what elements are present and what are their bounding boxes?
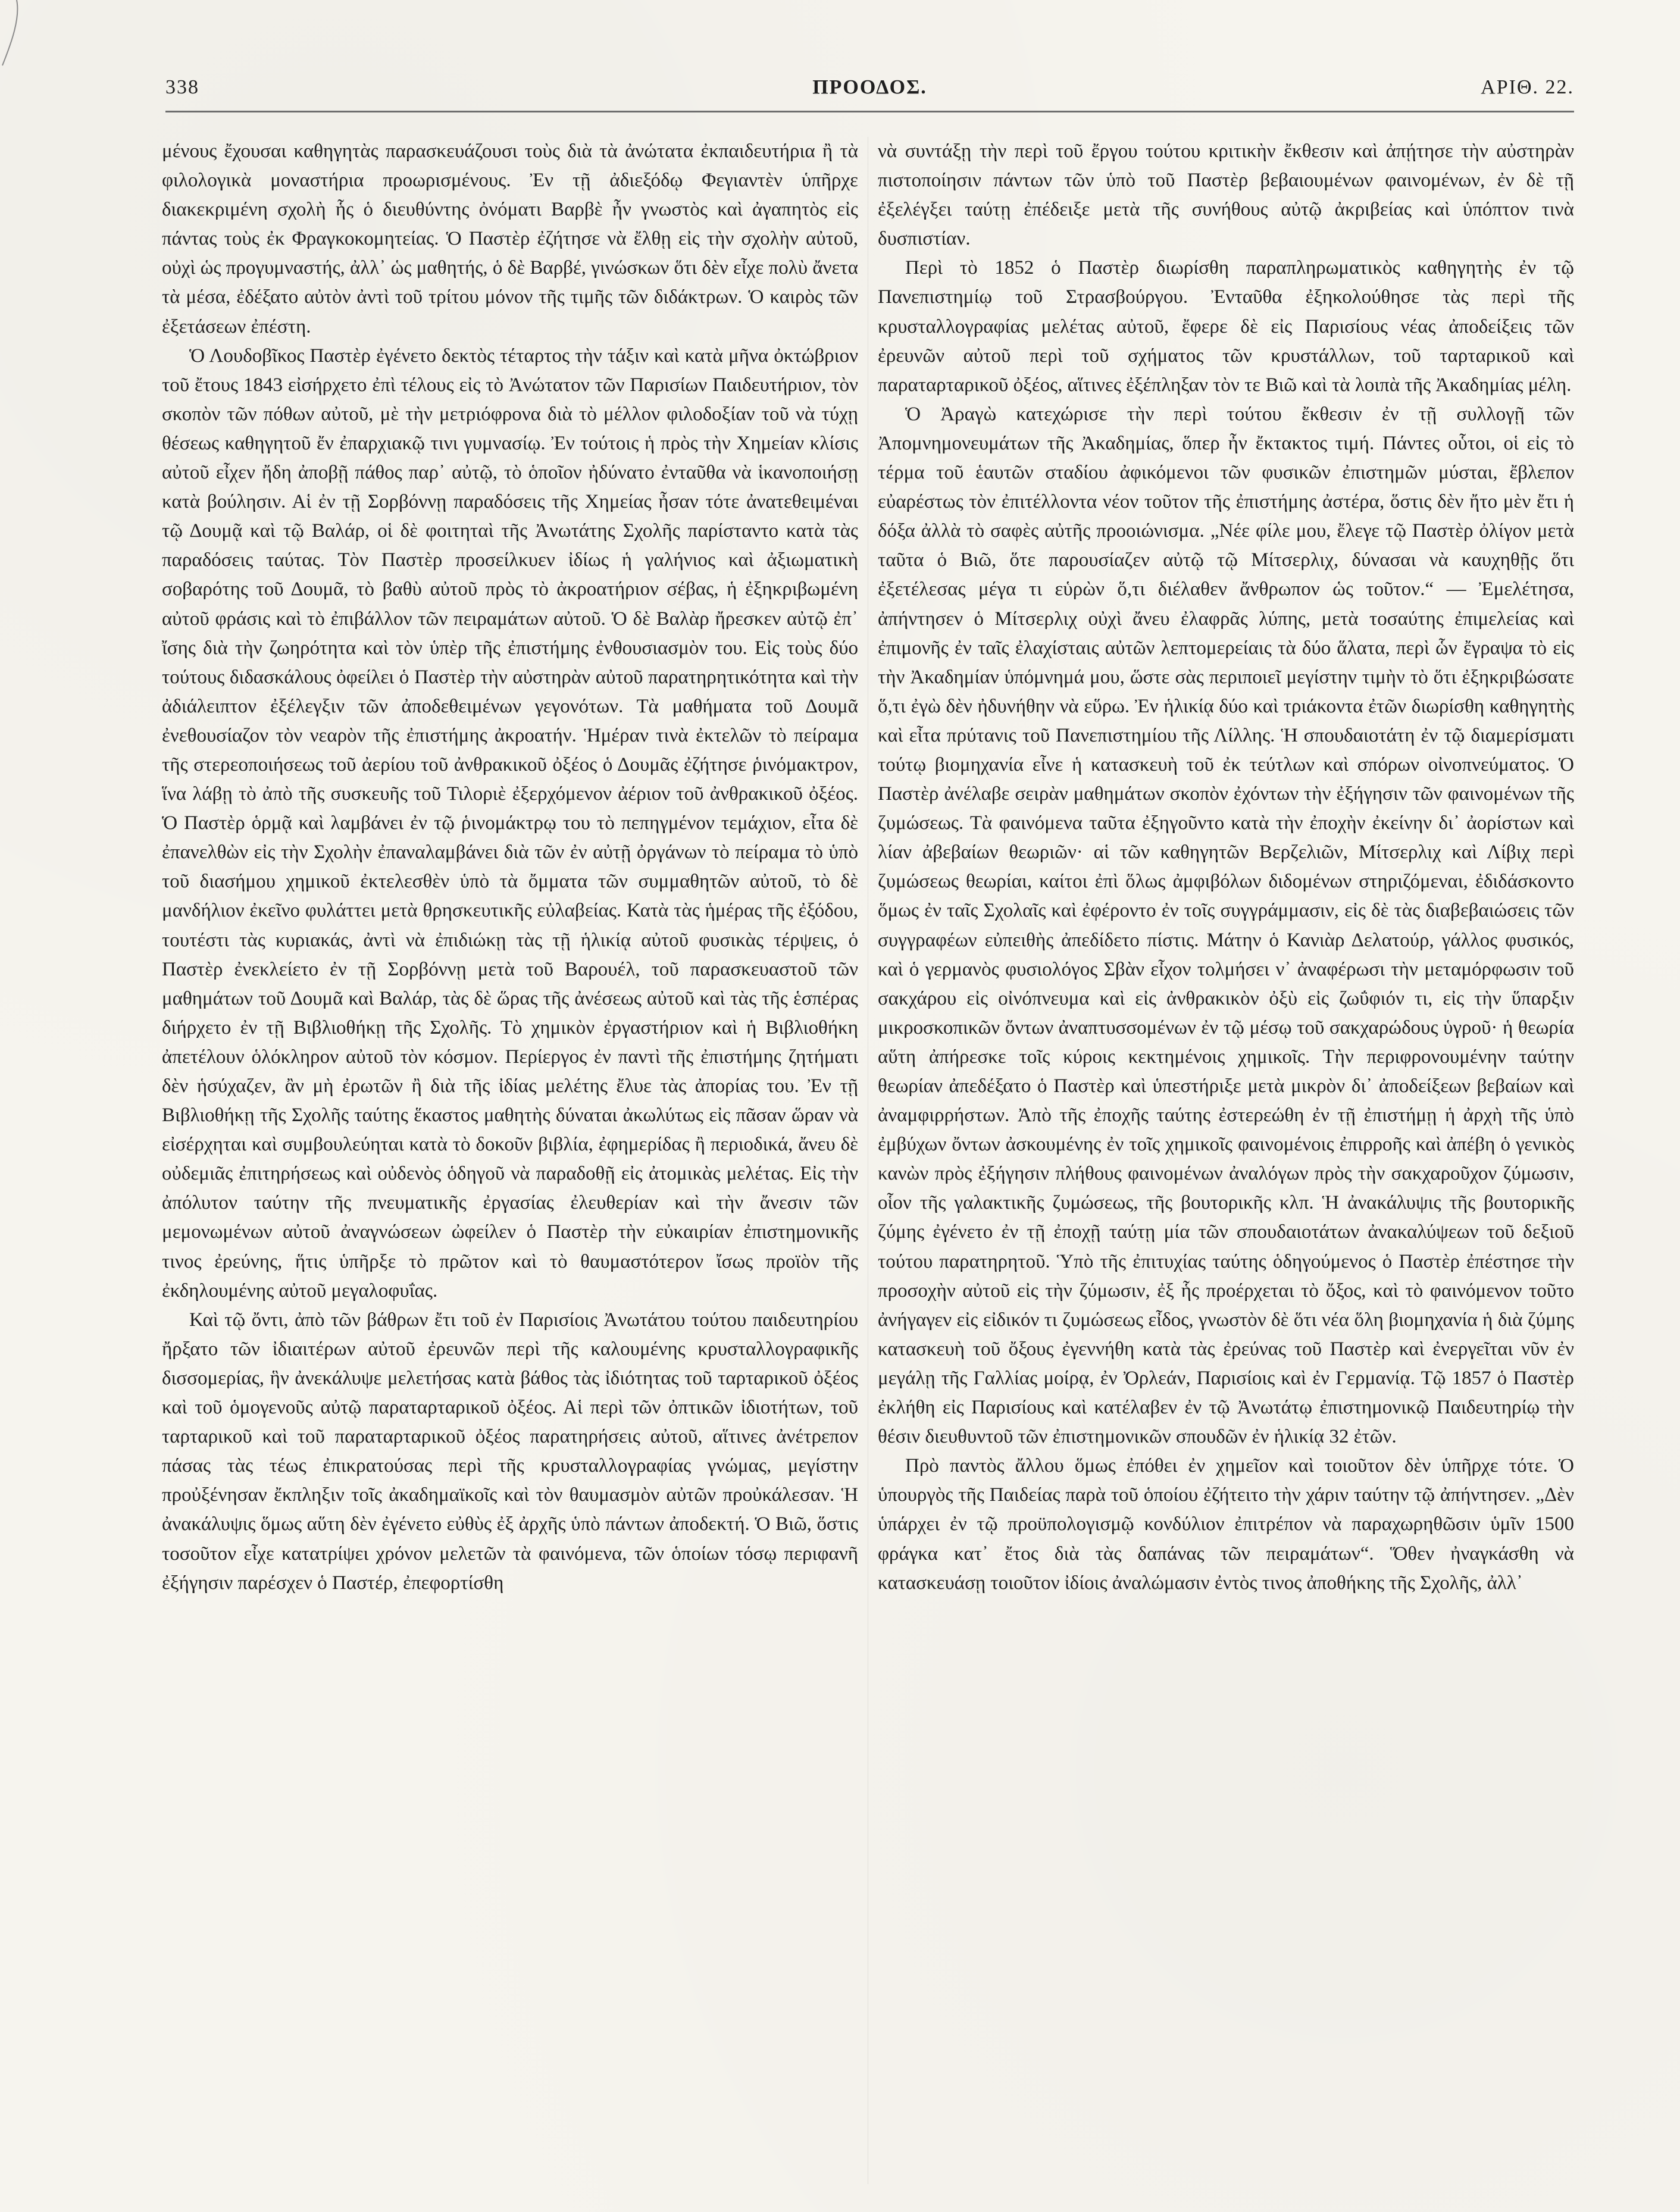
issue-number: ΑΡΙΘ. 22. [1481, 76, 1574, 98]
paragraph: Καὶ τῷ ὄντι, ἀπὸ τῶν βάθρων ἔτι τοῦ ἐν Παρισίοις Ἀνωτάτου τούτου παιδευτηρίου ἤρξατο τῶν ἰδιαιτέρων αὐτοῦ ἐρευνῶν περὶ τῆς καλουμένης κρυσταλλογραφικῆς δισσομερίας, ἣν ἀνεκάλυψε μελετήσας κατὰ βάθος τὰς ἰδιότητας τοῦ ταρταρικοῦ ὀξέος καὶ τοῦ ὁμογενοῦς αὐτῷ παραταρταρικοῦ ὀξέος. Αἱ περὶ τῶν ὀπτικῶν ἰδιοτήτων, τοῦ ταρταρικοῦ καὶ τοῦ παραταρταρικοῦ ὀξέος παρατηρήσεις αὐτοῦ, αἵτινες ἀνέτρεπον πάσας τὰς τέως ἐπικρατούσας περὶ τῆς κρυσταλλογραφίας γνώμας, μεγίστην προὐξένησαν ἔκπληξιν τοῖς ἀκαδημαϊκοῖς καὶ τὸν θαυμασμὸν αὐτῶν προὐκάλεσαν. Ἡ ἀνακάλυψις ὅμως αὕτη δὲν ἐγένετο εὐθὺς ἐξ ἀρχῆς ὑπὸ πάντων ἀποδεκτή. Ὁ Βιῶ, ὅστις τοσοῦτον εἶχε κατατρίψει χρόνον μελετῶν τὰ φαινόμενα, τῶν ὁποίων τόσῳ περιφανῆ ἐξήγησιν παρέσχεν ὁ Παστέρ, ἐπεφορτίσθη [162, 1309, 858, 1594]
header-rule [165, 111, 1574, 112]
paragraph: Ὁ Ἀραγὼ κατεχώρισε τὴν περὶ τούτου ἔκθεσιν ἐν τῇ συλλογῇ τῶν Ἀπομνημονευμάτων τῆς Ἀκαδημίας, ὅπερ ἦν ἔκτακτος τιμή. Πάντες οὗτοι, οἱ εἰς τὸ τέρμα τοῦ ἑαυτῶν σταδίου ἀφικόμενοι τῶν φυσικῶν ἐπιστημῶν μύσται, ἔβλεπον εὐαρέστως τὸν ἐπιτέλλοντα νέον τοῦτον τῆς ἐπιστήμης ἀστέρα, ὅστις δὲν ἤτο μὲν ἔτι ἡ δόξα ἀλλὰ τὸ σαφὲς αὐτῆς προοιώνισμα. „Νέε φίλε μου, ἔλεγε τῷ Παστὲρ ὀλίγον μετὰ ταῦτα ὁ Βιῶ, ὅτε παρουσίαζεν αὐτῷ τῷ Μίτσερλιχ, δύνασαι νὰ καυχηθῇς ὅτι ἐξετέλεσας μέγα τι εὑρὼν ὅ,τι διέλαθεν ἄνθρωπον ὡς τοῦτον.“ — Ἐμελέτησα, ἀπήντησεν ὁ Μίτσερλιχ οὐχὶ ἄνευ ἐλαφρᾶς λύπης, μετὰ τοσαύτης ἐπιμελείας καὶ ἐπιμονῆς ἐν ταῖς ἐλαχίσταις αὐτῶν λεπτομερείαις τὰ δύο ἅλατα, περὶ ὧν ἔγραψα τὸ εἰς τὴν Ἀκαδημίαν ὑπόμνημά μου, ὥστε σὰς περιποιεῖ μεγίστην τιμὴν τὸ ὅτι ἐξηκριβώσατε ὅ,τι ἐγὼ δὲν ἠδυνήθην νὰ εὕρω. Ἐν ἡλικίᾳ δύο καὶ τριάκοντα ἐτῶν διωρίσθη καθηγητὴς καὶ εἶτα πρύτανις τοῦ Πανεπιστημίου τῆς Λίλλης. Ἡ σπουδαιοτάτη ἐν τῷ διαμερίσματι τούτῳ βιομηχανία εἶνε ἡ κατασκευὴ τοῦ ἐκ τεύτλων καὶ σπόρων οἰνοπνεύματος. Ὁ Παστὲρ ἀνέλαβε σειρὰν μαθημάτων σκοπὸν ἐχόντων τὴν ἐξήγησιν τῶν φαινομένων τῆς ζυμώσεως. Τὰ φαινόμενα ταῦτα ἐξηγοῦντο κατὰ τὴν ἐποχὴν ἐκείνην δι᾽ ἀορίστων καὶ λίαν ἀβεβαίων θεωριῶν· αἱ τῶν καθηγητῶν Βερζελιῶν, Μίτσερλιχ καὶ Λίβιχ περὶ ζυμώσεως θεωρίαι, καίτοι ἐπὶ ὅλως ἀμφιβόλων διδομένων στηριζόμεναι, ἐδιδάσκοντο ὅμως ἐν ταῖς Σχολαῖς καὶ ἐφέροντο ἐν τοῖς συγγράμμασιν, εἰς δὲ τὰς διαβεβαιώσεις τῶν συγγραφέων εὐπειθὴς ἀπεδίδετο πίστις. Μάτην ὁ Κανιὰρ Δελατούρ, γάλλος φυσικός, καὶ ὁ γερμανὸς φυσιολόγος Σβὰν εἶχον τολμήσει ν᾽ ἀναφέρωσι τὴν μεταμόρφωσιν τοῦ σακχάρου εἰς οἰνόπνευμα καὶ εἰς ἀνθρακικὸν ὀξὺ εἰς ζωΰφιόν τι, εἰς τὴν ὕπαρξιν μικροσκοπικῶν ὄντων ἀναπτυσσομένων ἐν τῷ μέσῳ τοῦ σακχαρώδους ὑγροῦ· ἡ θεωρία αὕτη ἀπήρεσκε τοῖς κύροις κεκτημένοις χημικοῖς. Τὴν περιφρονουμένην ταύτην θεωρίαν ἀπεδέξατο ὁ Παστὲρ καὶ ὑπεστήριξε μετὰ μικρὸν δι᾽ ἀποδείξεων βεβαίων καὶ ἀναμφιρρήστων. Ἀπὸ τῆς ἐποχῆς ταύτης ἐστερεώθη ἐν τῇ ἐπιστήμῃ ἡ ἀρχὴ τῆς ὑπὸ ἐμβύχων ὄντων ἀσκουμένης ἐν τοῖς χημικοῖς φαινομένοις ἐπιρροῆς καὶ ἀπέβη ὁ γενικὸς κανὼν πρὸς ἐξήγησιν πλήθους φαινομένων ἀναλόγων πρὸς τὴν σακχαροῦχον ζύμωσιν, οἷον τῆς γαλακτικῆς ζυμώσεως, τῆς βουτορικῆς κλπ. Ἡ ἀνακάλυψις τῆς βουτορικῆς ζύμης ἐγένετο ἐν τῇ ἐποχῇ ταύτῃ μία τῶν σπουδαιοτάτων ἀνακαλύψεων τοῦ δεξιοῦ τούτου παρατηρητοῦ. Ὑπὸ τῆς ἐπιτυχίας ταύτης ὁδηγούμενος ὁ Παστὲρ ἐπέστησε τὴν προσοχὴν αὐτοῦ εἰς τὴν ζύμωσιν, ἐξ ἧς προέρχεται τὸ ὄξος, καὶ τὸ φαινόμενον τοῦτο ἀνήγαγεν εἰς εἰδικόν τι ζυμώσεως εἶδος, γνωστὸν δὲ ὅτι νέα ὅλη βιομηχανία ἡ διὰ ζύμης κατασκευὴ τοῦ ὄξους ἐγεννήθη κατὰ τὰς ἐρεύνας τοῦ Παστὲρ καὶ ἐνεργεῖται νῦν ἐν μεγάλῃ τῆς Γαλλίας μοίρᾳ, ἐν Ὀρλεάν, Παρισίοις καὶ ἐν Γερμανίᾳ. Τῷ 1857 ὁ Παστὲρ ἐκλήθη εἰς Παρισίους καὶ κατέλαβεν ἐν τῷ Ἀνωτάτῳ ἐπιστημονικῷ Παιδευτηρίῳ τὴν θέσιν διευθυντοῦ τῶν ἐπιστημονικῶν σπουδῶν ἐν ἡλικίᾳ 32 ἐτῶν. [878, 403, 1574, 1448]
left-column [162, 137, 858, 1598]
page-number: 338 [165, 76, 199, 98]
right-column [878, 137, 1574, 1598]
paragraph: μένους ἔχουσαι καθηγητὰς παρασκευάζουσι τοὺς διὰ τὰ ἀνώτατα ἐκπαιδευτήρια ἢ τὰ φιλολογικὰ μοναστήρια προωρισμένους. Ἐν τῇ ἀδιεξόδῳ Φεγιαντὲν ὑπῆρχε διακεκριμένη σχολὴ ἧς ὁ διευθύντης ὀνόματι Βαρβὲ ἦν γνωστὸς καὶ ἀγαπητὸς εἰς πάντας τοὺς ἐκ Φραγκοκομητείας. Ὁ Παστὲρ ἐζήτησε νὰ ἔλθῃ εἰς τὴν σχολὴν αὐτοῦ, οὐχὶ ὡς προγυμναστής, ἀλλ᾽ ὡς μαθητής, ὁ δὲ Βαρβέ, γινώσκων ὅτι δὲν εἶχε πολὺ ἄνετα τὰ μέσα, ἐδέξατο αὐτὸν ἀντὶ τοῦ τρίτου μόνον τῆς τιμῆς τῶν διδάκτρων. Ὁ καιρὸς τῶν ἐξετάσεων ἐπέστη. [162, 140, 858, 337]
margin-pencil-mark [0, 0, 71, 95]
paragraph: Περὶ τὸ 1852 ὁ Παστὲρ διωρίσθη παραπληρωματικὸς καθηγητὴς ἐν τῷ Πανεπιστημίῳ τοῦ Στρασβούργου. Ἐνταῦθα ἐξηκολούθησε τὰς περὶ τῆς κρυσταλλογραφίας μελέτας αὐτοῦ, ἔφερε δὲ εἰς Παρισίους νέας ἀποδείξεις τῶν ἐρευνῶν αὐτοῦ περὶ τοῦ σχήματος τῶν κρυστάλλων, τοῦ ταρταρικοῦ καὶ παραταρταρικοῦ ὀξέος, αἵτινες ἐξέπληξαν τὸν τε Βιῶ καὶ τὰ λοιπὰ τῆς Ἀκαδημίας μέλη. [878, 257, 1574, 396]
paragraph: Ὁ Λουδοβῖκος Παστὲρ ἐγένετο δεκτὸς τέταρτος τὴν τάξιν καὶ κατὰ μῆνα ὀκτώβριον τοῦ ἔτους 1843 εἰσήρχετο ἐπὶ τέλους εἰς τὸ Ἀνώτατον τῶν Παρισίων Παιδευτήριον, τὸν σκοπὸν τῶν πόθων αὐτοῦ, μὲ τὴν μετριόφρονα διὰ τὸ μέλλον φιλοδοξίαν τοῦ νὰ τύχῃ θέσεως καθηγητοῦ ἔν ἐπαρχιακῷ τινι γυμνασίῳ. Ἐν τούτοις ἡ πρὸς τὴν Χημείαν κλίσις αὐτοῦ εἶχεν ἤδη ἀποβῇ πάθος παρ᾽ αὐτῷ, τὸ ὁποῖον ἠδύνατο ἐνταῦθα νὰ ἱκανοποιήσῃ κατὰ βούλησιν. Αἱ ἐν τῇ Σορβόννῃ παραδόσεις τῆς Χημείας ἦσαν τότε ἀνατεθειμέναι τῷ Δουμᾷ καὶ τῷ Βαλάρ, οἱ δὲ φοιτηταὶ τῆς Ἀνωτάτης Σχολῆς παρίσταντο κατὰ τὰς παραδόσεις ταύτας. Τὸν Παστὲρ προσείλκυεν ἰδίως ἡ γαλήνιος καὶ ἀξιωματικὴ σοβαρότης τοῦ Δουμᾶ, τὸ βαθὺ αὐτοῦ πρὸς τὸ ἀκροατήριον σέβας, ἡ ἐξηκριβωμένη αὐτοῦ φράσις καὶ τὸ ἐπιβάλλον τῶν πειραμάτων αὐτοῦ. Ὁ δὲ Βαλὰρ ἤρεσκεν αὐτῷ ἐπ᾽ ἴσης διὰ τὴν ζωηρότητα καὶ τὸν ὑπὲρ τῆς ἐπιστήμης ἐνθουσιασμὸν του. Εἰς τοὺς δύο τούτους διδασκάλους ὀφείλει ὁ Παστὲρ τὴν αὐστηρὰν αὐτοῦ παρατηρητικότητα καὶ τὴν ἀδιάλειπτον ἐξέλεγξιν τῶν ἀποδεθειμένων γεγονότων. Τὰ μαθήματα τοῦ Δουμᾶ ἐνεθουσίαζον τὸν νεαρὸν τῆς ἐπιστήμης ἀκροατήν. Ἡμέραν τινὰ ἐκτελῶν τὸ πείραμα τῆς στερεοποιήσεως τοῦ ἀερίου τοῦ ἀνθρακικοῦ ὀξέος ὁ Δουμᾶς ἐζήτησε ῥινόμακτρον, ἵνα λάβῃ τὸ ἀπὸ τῆς συσκευῆς τοῦ Τιλοριὲ ἐξερχόμενον ἀέριον τοῦ ἀνθρακικοῦ ὀξέος. Ὁ Παστὲρ ὁρμᾷ καὶ λαμβάνει ἐν τῷ ῥινομάκτρῳ του τὸ πεπηγμένον τεμάχιον, εἶτα δὲ ἐπανελθὼν εἰς τὴν Σχολὴν ἐπαναλαμβάνει διὰ τῶν ἐν αὐτῇ ὀργάνων τὸ πείραμα τὸ ὑπὸ τοῦ διασήμου χημικοῦ ἐκτελεσθὲν ὑπὸ τὰ ὄμματα τῶν συμμαθητῶν αὐτοῦ, τὸ δὲ μανδήλιον ἐκεῖνο φυλάττει μετὰ θρησκευτικῆς εὐλαβείας. Κατὰ τὰς ἡμέρας τῆς ἐξόδου, τουτέστι τὰς κυριακάς, ἀντὶ νὰ ἐπιδιώκῃ τὰς τῇ ἡλικίᾳ αὐτοῦ φυσικὰς τέρψεις, ὁ Παστὲρ ἐνεκλείετο ἐν τῇ Σορβόννῃ μετὰ τοῦ Βαρουέλ, τοῦ παρασκευαστοῦ τῶν μαθημάτων τοῦ Δουμᾶ καὶ Βαλάρ, τὰς δὲ ὥρας τῆς ἀνέσεως αὐτοῦ καὶ τὰς τῆς ἑσπέρας διήρχετο ἐν τῇ Βιβλιοθήκῃ τῆς Σχολῆς. Τὸ χημικὸν ἐργαστήριον καὶ ἡ Βιβλιοθήκη ἀπετέλουν ὁλόκληρον αὐτοῦ τὸν κόσμον. Περίεργος ἐν παντὶ τῆς ἐπιστήμης ζητήματι δὲν ἡσύχαζεν, ἂν μὴ ἐρωτῶν ἢ διὰ τῆς ἰδίας μελέτης ἔλυε τὰς ἀπορίας του. Ἐν τῇ Βιβλιοθήκῃ τῆς Σχολῆς ταύτης ἕκαστος μαθητὴς δύναται ἀκωλύτως εἰς πᾶσαν ὥραν νὰ εἰσέρχηται καὶ συμβουλεύηται κατὰ τὸ δοκοῦν βιβλία, ἐφημερίδας ἢ περιοδικά, ἄνευ δὲ οὐδεμιᾶς ἐπιτηρήσεως καὶ οὐδενὸς ὁδηγοῦ νὰ παραδοθῇ εἰς ἀτομικὰς μελέτας. Εἰς τὴν ἀπόλυτον ταύτην τῆς πνευματικῆς ἐργασίας ἐλευθερίαν καὶ τὴν ἄνεσιν τῶν μεμονωμένων αὐτοῦ ἀναγνώσεων ὠφείλεν ὁ Παστὲρ τὴν εὐκαιρίαν ἐπιστημονικῆς τινος ἐρεύνης, ἥτις ὑπῆρξε τὸ πρῶτον καὶ τὸ θαυμαστότερον ἴσως προϊὸν τῆς ἐκδηλουμένης αὐτοῦ μεγαλοφυΐας. [162, 345, 858, 1301]
paragraph: νὰ συντάξῃ τὴν περὶ τοῦ ἔργου τούτου κριτικὴν ἔκθεσιν καὶ ἀπῄτησε τὴν αὐστηρὰν πιστοποίησιν πάντων τῶν ὑπὸ τοῦ Παστὲρ βεβαιουμένων φαινομένων, ἐν δὲ τῇ ἐξελέγξει ταύτῃ ἐπέδειξε μετὰ τῆς συνήθους αὐτῷ ἀκριβείας καὶ ὑπόπτον τινὰ δυσπιστίαν. [878, 140, 1574, 250]
page-header [165, 76, 1574, 107]
journal-title: ΠΡΟΟΔΟΣ. [812, 76, 927, 98]
paragraph: Πρὸ παντὸς ἄλλου ὅμως ἐπόθει ἐν χημεῖον καὶ τοιοῦτον δὲν ὑπῆρχε τότε. Ὁ ὑπουργὸς τῆς Παιδείας παρὰ τοῦ ὁποίου ἐζήτειτο τὴν χάριν ταύτην τῷ ἀπήντησεν. „Δὲν ὑπάρχει ἐν τῷ προϋπολογισμῷ κονδύλιον ἐπιτρέπον νὰ παραχωρηθῶσιν ὑμῖν 1500 φράγκα κατ᾽ ἔτος διὰ τὰς δαπάνας τῶν πειραμάτων“. Ὅθεν ἠναγκάσθη νὰ κατασκευάσῃ τοιοῦτον ἰδίοις ἀναλώμασιν ἐντὸς τινος ἀποθήκης τῆς Σχολῆς, ἀλλ᾽ [878, 1455, 1574, 1594]
